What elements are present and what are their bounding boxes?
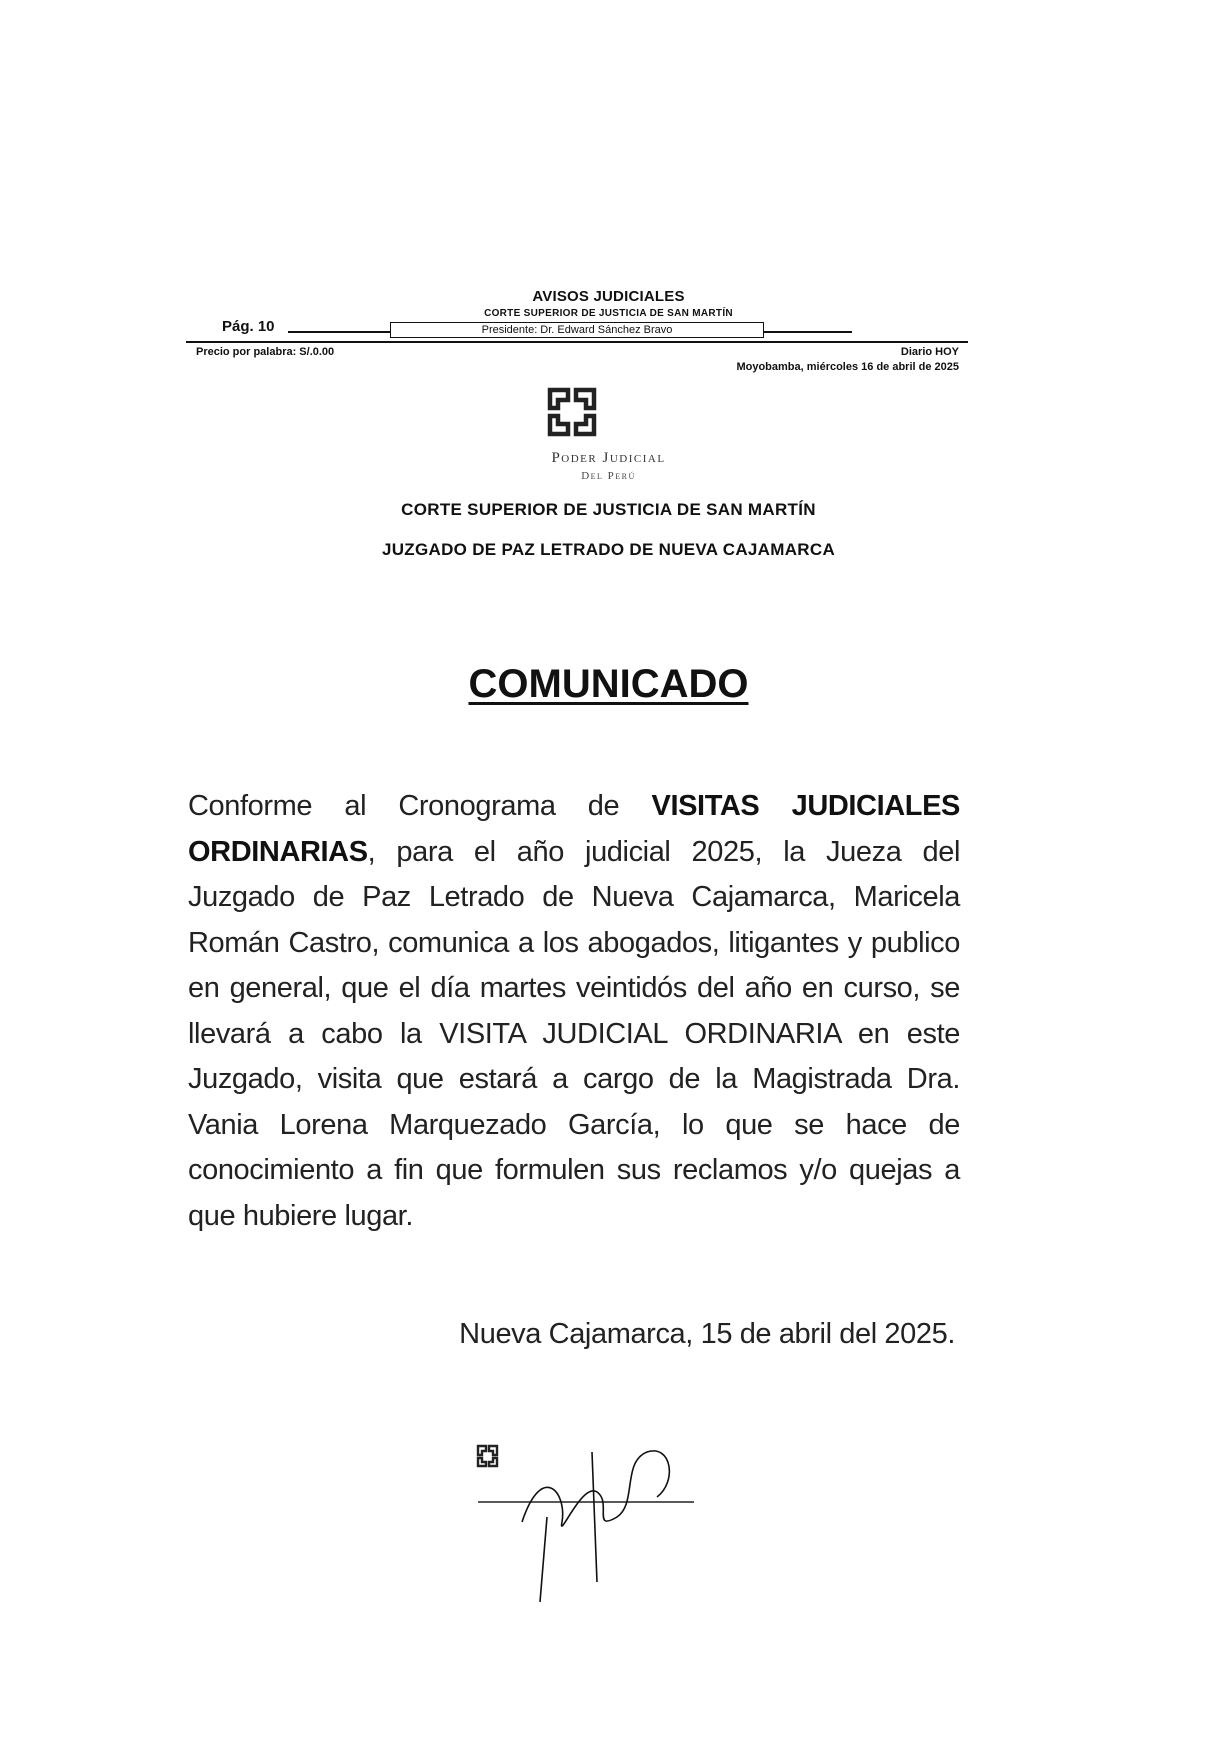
notice-body-text: , para el año judicial 2025, la Jueza del Juzgado de Paz Letrado de Nueva Cajamarca, Maricela Román Castro, comunica a los abogados, litigantes y publico en general, que el día martes veintidós del año en curso, se llevará a cabo la VISITA JUDICIAL ORDINARIA en este Juzgado, visita que estará a cargo de la Magistrada Dra. Vania Lorena Marquezado García, lo que se hace de conocimiento a fin que formulen sus reclamos y/o quejas a que hubiere lugar. — [188, 835, 960, 1232]
notice-highlight: VISITAS JUDICIALES ORDINARIAS — [188, 790, 961, 868]
header-rule-right — [764, 331, 852, 333]
court-name-header: CORTE SUPERIOR DE JUSTICIA DE SAN MARTÍN — [484, 308, 733, 319]
publication-date: Moyobamba, miércoles 16 de abril de 2025 — [736, 361, 959, 373]
court-heading: CORTE SUPERIOR DE JUSTICIA DE SAN MARTÍN — [401, 500, 816, 519]
section-title: AVISOS JUDICIALES — [532, 288, 685, 305]
price-per-word: Precio por palabra: S/.0.00 — [196, 346, 335, 358]
notice-intro: Conforme al Cronograma de — [188, 790, 652, 822]
newspaper-name: Diario HOY — [900, 346, 959, 358]
president-label: Presidente: Dr. Edward Sánchez Bravo — [481, 324, 673, 336]
judge-stamp-signature — [472, 1422, 712, 1622]
page-number: Pág. 10 — [222, 318, 275, 335]
poder-judicial-logo-icon — [546, 386, 598, 438]
header-rule-left — [288, 331, 390, 333]
institution-country: Del Perú — [581, 470, 636, 482]
notice-body — [188, 784, 960, 1239]
place-and-date: Nueva Cajamarca, 15 de abril del 2025. — [459, 1318, 955, 1350]
institution-name: Poder Judicial — [551, 450, 666, 466]
juzgado-heading: JUZGADO DE PAZ LETRADO DE NUEVA CAJAMARCA — [381, 540, 836, 559]
header-divider — [186, 341, 968, 343]
notice-title: COMUNICADO — [468, 662, 749, 706]
